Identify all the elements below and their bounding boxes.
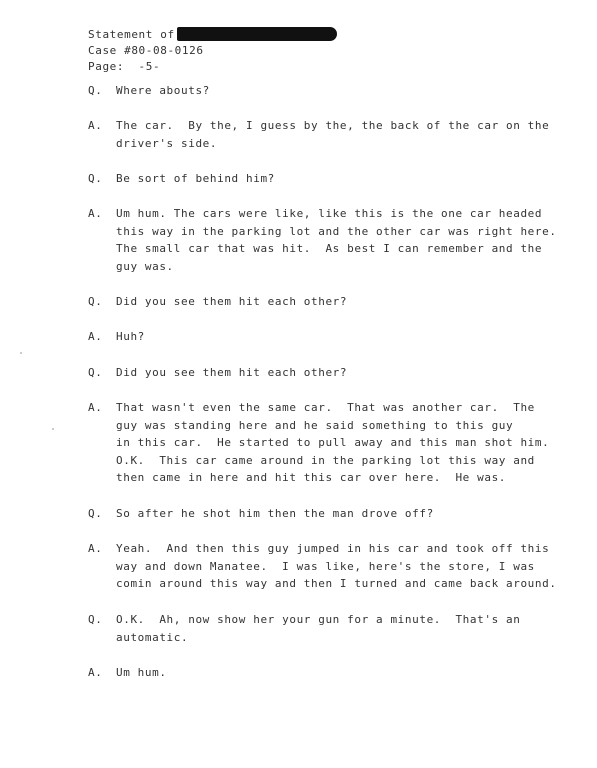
text-line: way and down Manatee. I was like, here's the store, I was xyxy=(116,559,535,573)
qa-entry xyxy=(88,328,558,346)
speaker-label: A. xyxy=(88,666,103,679)
text-line: Where abouts? xyxy=(116,84,210,97)
speaker-label: A. xyxy=(88,330,103,343)
text-line: The car. By the, I guess by the, the back of the car on the xyxy=(116,119,550,132)
speaker-label: A. xyxy=(88,401,103,414)
statement-text xyxy=(116,328,558,346)
page-number: Page: -5- xyxy=(88,60,161,73)
text-line: guy was. xyxy=(116,259,174,273)
text-line: O.K. Ah, now show her your gun for a minute. That's an xyxy=(116,613,521,626)
statement-text xyxy=(116,399,558,487)
statement-of-line xyxy=(88,27,337,43)
text-line: Did you see them hit each other? xyxy=(116,295,348,308)
text-line: driver's side. xyxy=(116,136,218,150)
qa-entry xyxy=(88,117,558,152)
qa-entry xyxy=(88,205,558,275)
text-line: So after he shot him then the man drove off? xyxy=(116,507,434,520)
speaker-label: A. xyxy=(88,542,103,555)
statement-text xyxy=(116,170,558,188)
speaker-label: Q. xyxy=(88,507,103,520)
text-line: in this car. He started to pull away and this man shot him. xyxy=(116,436,550,449)
text-line: The small car that was hit. As best I can remember and the xyxy=(116,242,543,255)
statement-text xyxy=(116,505,558,523)
statement-text xyxy=(116,664,558,682)
qa-entry xyxy=(88,505,558,523)
text-line: Huh? xyxy=(116,330,145,343)
qa-entry xyxy=(88,399,558,487)
text-line: this way in the parking lot and the other car was right here. xyxy=(116,224,557,238)
speaker-label: Q. xyxy=(88,613,103,626)
statement-text xyxy=(116,293,558,311)
text-line: Did you see them hit each other? xyxy=(116,366,348,379)
statement-text xyxy=(116,540,558,593)
statement-text xyxy=(116,364,558,382)
statement-text xyxy=(116,117,558,152)
qa-entry xyxy=(88,664,558,682)
scan-speck xyxy=(20,352,22,354)
statement-text xyxy=(116,611,558,646)
speaker-label: Q. xyxy=(88,172,103,185)
text-line: Um hum. xyxy=(116,666,167,679)
speaker-label: A. xyxy=(88,119,103,132)
redaction-bar xyxy=(177,27,337,41)
qa-entry xyxy=(88,611,558,646)
scan-speck xyxy=(52,428,54,430)
speaker-label: Q. xyxy=(88,366,103,379)
qa-entry xyxy=(88,82,558,100)
text-line: Um hum. The cars were like, like this is the one car headed xyxy=(116,207,543,220)
speaker-label: Q. xyxy=(88,295,103,308)
text-line: comin around this way and then I turned and came back around. xyxy=(116,577,557,590)
text-line: then came in here and hit this car over here. He was. xyxy=(116,471,507,484)
statement-label: Statement of xyxy=(88,28,175,41)
statement-text xyxy=(116,205,558,275)
statement-text xyxy=(116,82,558,100)
speaker-label: Q. xyxy=(88,84,103,97)
qa-entry xyxy=(88,170,558,188)
qa-entry xyxy=(88,364,558,382)
case-number: Case #80-08-0126 xyxy=(88,44,204,57)
text-line: guy was standing here and he said something to this guy xyxy=(116,418,514,432)
qa-entry xyxy=(88,293,558,311)
document-header xyxy=(88,27,337,75)
qa-entry xyxy=(88,540,558,593)
text-line: Be sort of behind him? xyxy=(116,172,275,185)
speaker-label: A. xyxy=(88,207,103,220)
text-line: automatic. xyxy=(116,630,189,644)
text-line: O.K. This car came around in the parking lot this way and xyxy=(116,453,535,467)
text-line: That wasn't even the same car. That was another car. The xyxy=(116,401,535,414)
text-line: Yeah. And then this guy jumped in his car and took off this xyxy=(116,542,550,555)
